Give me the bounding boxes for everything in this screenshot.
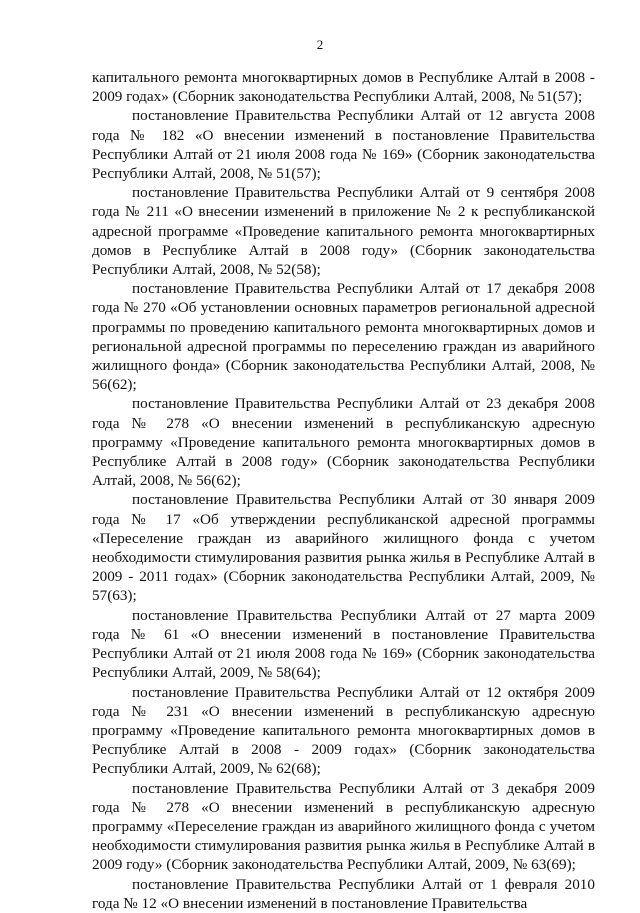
page-number: 2 [316,37,324,52]
document-body [92,68,595,913]
paragraph: постановление Правительства Республики Алтай от 17 декабря 2008 года № 270 «Об установлении основных параметров региональной адресной программы по проведению капитального ремонта многоквартирных домов и региональной адресной программы по переселению граждан из аварийного жилищного фонда» (Сборник законодательства Республики Алтай, 2008, № 56(62); [92,280,595,394]
paragraph: постановление Правительства Республики Алтай от 30 января 2009 года № 17 «Об утверждении республиканской адресной программы «Переселение граждан из аварийного жилищного фонда с учетом необходимости стимулирования развития рынка жилья в Республике Алтай в 2009 - 2011 годах» (Сборник законодательства Республики Алтай, 2009, № 57(63); [92,491,595,605]
paragraph: капитального ремонта многоквартирных домов в Республике Алтай в 2008 - 2009 годах» (Сборник законодательства Республики Алтай, 2008, № 51(57); [92,69,595,106]
paragraph: постановление Правительства Республики Алтай от 12 августа 2008 года № 182 «О внесении изменений в постановление Правительства Республики Алтай от 21 июля 2008 года № 169» (Сборник законодательства Республики Алтай, 2008, № 51(57); [92,107,595,183]
paragraph-last: постановление Правительства Республики Алтай от 1 февраля 2010 года № 12 «О внесении изменений в постановление Правительства [92,875,595,912]
paragraph: постановление Правительства Республики Алтай от 3 декабря 2009 года № 278 «О внесении изменений в республиканскую адресную программу «Переселение граждан из аварийного жилищного фонда с учетом необходимости стимулирования развития рынка жилья в Республике Алтай в 2009 году» (Сборник законодательства Республики Алтай, 2009, № 63(69); [92,779,595,874]
paragraph: постановление Правительства Республики Алтай от 9 сентября 2008 года № 211 «О внесении изменений в приложение № 2 к республиканской адресной программе «Проведение капитального ремонта многоквартирных домов в Республике Алтай в 2008 году» (Сборник законодательства Республики Алтай, 2008, № 52(58); [92,184,595,279]
paragraph: постановление Правительства Республики Алтай от 27 марта 2009 года № 61 «О внесении изменений в постановление Правительства Республики Алтай от 21 июля 2008 года № 169» (Сборник законодательства Республики Алтай, 2009, № 58(64); [92,606,595,682]
paragraph: постановление Правительства Республики Алтай от 23 декабря 2008 года № 278 «О внесении изменений в республиканскую адресную программу «Проведение капитального ремонта многоквартирных домов в Республике Алтай в 2008 году» (Сборник законодательства Республики Алтай, 2008, № 56(62); [92,395,595,490]
paragraph: постановление Правительства Республики Алтай от 12 октября 2009 года № 231 «О внесении изменений в республиканскую адресную программу «Проведение капитального ремонта многоквартирных домов в Республике Алтай в 2008 - 2009 годах» (Сборник законодательства Республики Алтай, 2009, № 62(68); [92,683,595,778]
